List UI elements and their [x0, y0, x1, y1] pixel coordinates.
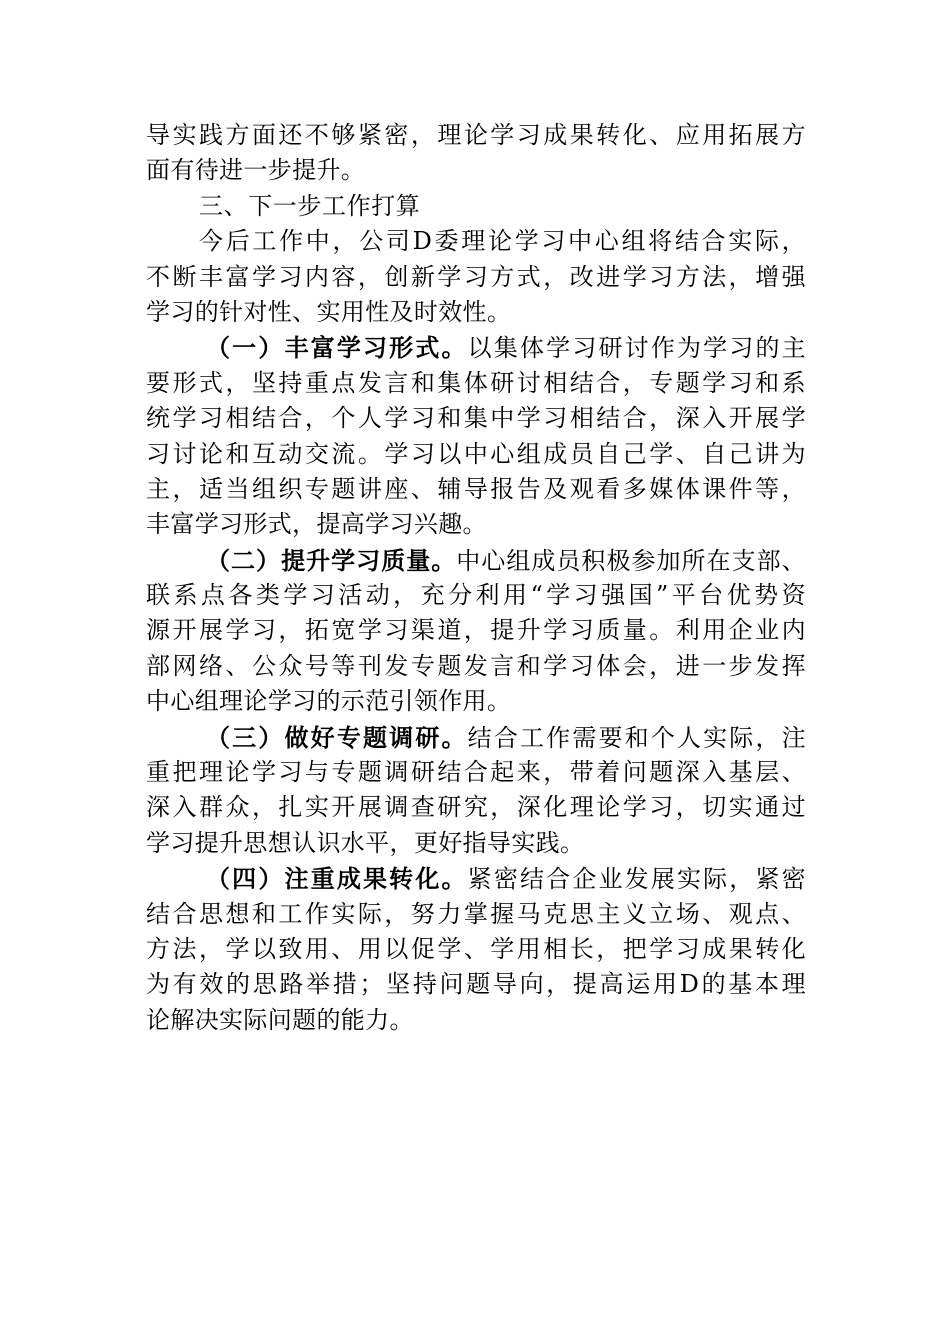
document-page: [146, 118, 806, 1038]
paragraph-first-line: [146, 543, 806, 578]
paragraph-title: （二）提升学习质量。: [206, 545, 457, 575]
text-line: 为有效的思路举措；坚持问题导向，提高运用D的基本理: [146, 970, 806, 999]
paragraph-first-line: [146, 861, 806, 896]
text-line: 面有待进一步提升。: [146, 156, 366, 185]
text-line: 源开展学习，拓宽学习渠道，提升学习质量。利用企业内: [146, 616, 806, 645]
paragraph-text: 中心组成员积极参加所在支部、: [456, 546, 806, 575]
section-heading: 三、下一步工作打算: [199, 191, 421, 220]
text-line: 习讨论和互动交流。学习以中心组成员自己学、自己讲为: [146, 439, 806, 468]
paragraph-text: 紧密结合企业发展实际，紧密: [467, 865, 806, 894]
paragraph-title: （四）注重成果转化。: [206, 864, 468, 894]
text-line: 今后工作中，公司D委理论学习中心组将结合实际，: [199, 227, 806, 256]
text-line: 丰富学习形式，提高学习兴趣。: [146, 510, 487, 539]
paragraph-first-line: [146, 720, 806, 755]
text-line: 学习的针对性、实用性及时效性。: [146, 297, 512, 326]
paragraph-text: 结合工作需要和个人实际，注: [467, 723, 806, 752]
text-line: 方法，学以致用、用以促学、学用相长，把学习成果转化: [146, 934, 806, 963]
text-line: 要形式，坚持重点发言和集体研讨相结合，专题学习和系: [146, 368, 806, 397]
text-line: 统学习相结合，个人学习和集中学习相结合，深入开展学: [146, 404, 806, 433]
text-line: 结合思想和工作实际，努力掌握马克思主义立场、观点、: [146, 899, 806, 928]
text-line: 部网络、公众号等刊发专题发言和学习体会，进一步发挥: [146, 651, 806, 680]
text-line: 学习提升思想认识水平，更好指导实践。: [146, 828, 585, 857]
text-line: 不断丰富学习内容，创新学习方式，改进学习方法，增强: [146, 262, 806, 291]
paragraph-title: （一）丰富学习形式。: [206, 333, 468, 363]
paragraph-title: （三）做好专题调研。: [206, 722, 468, 752]
text-line: 主，适当组织专题讲座、辅导报告及观看多媒体课件等，: [146, 474, 806, 503]
text-line: 重把理论学习与专题调研结合起来，带着问题深入基层、: [146, 758, 806, 787]
paragraph-first-line: [146, 330, 806, 365]
text-line: 中心组理论学习的示范引领作用。: [146, 687, 512, 716]
paragraph-text: 以集体学习研讨作为学习的主: [467, 334, 806, 363]
text-line: 联系点各类学习活动，充分利用“学习强国”平台优势资: [146, 581, 806, 610]
text-line: 论解决实际问题的能力。: [146, 1005, 414, 1034]
text-line: 深入群众，扎实开展调查研究，深化理论学习，切实通过: [146, 793, 806, 822]
text-line: 导实践方面还不够紧密，理论学习成果转化、应用拓展方: [146, 121, 806, 149]
